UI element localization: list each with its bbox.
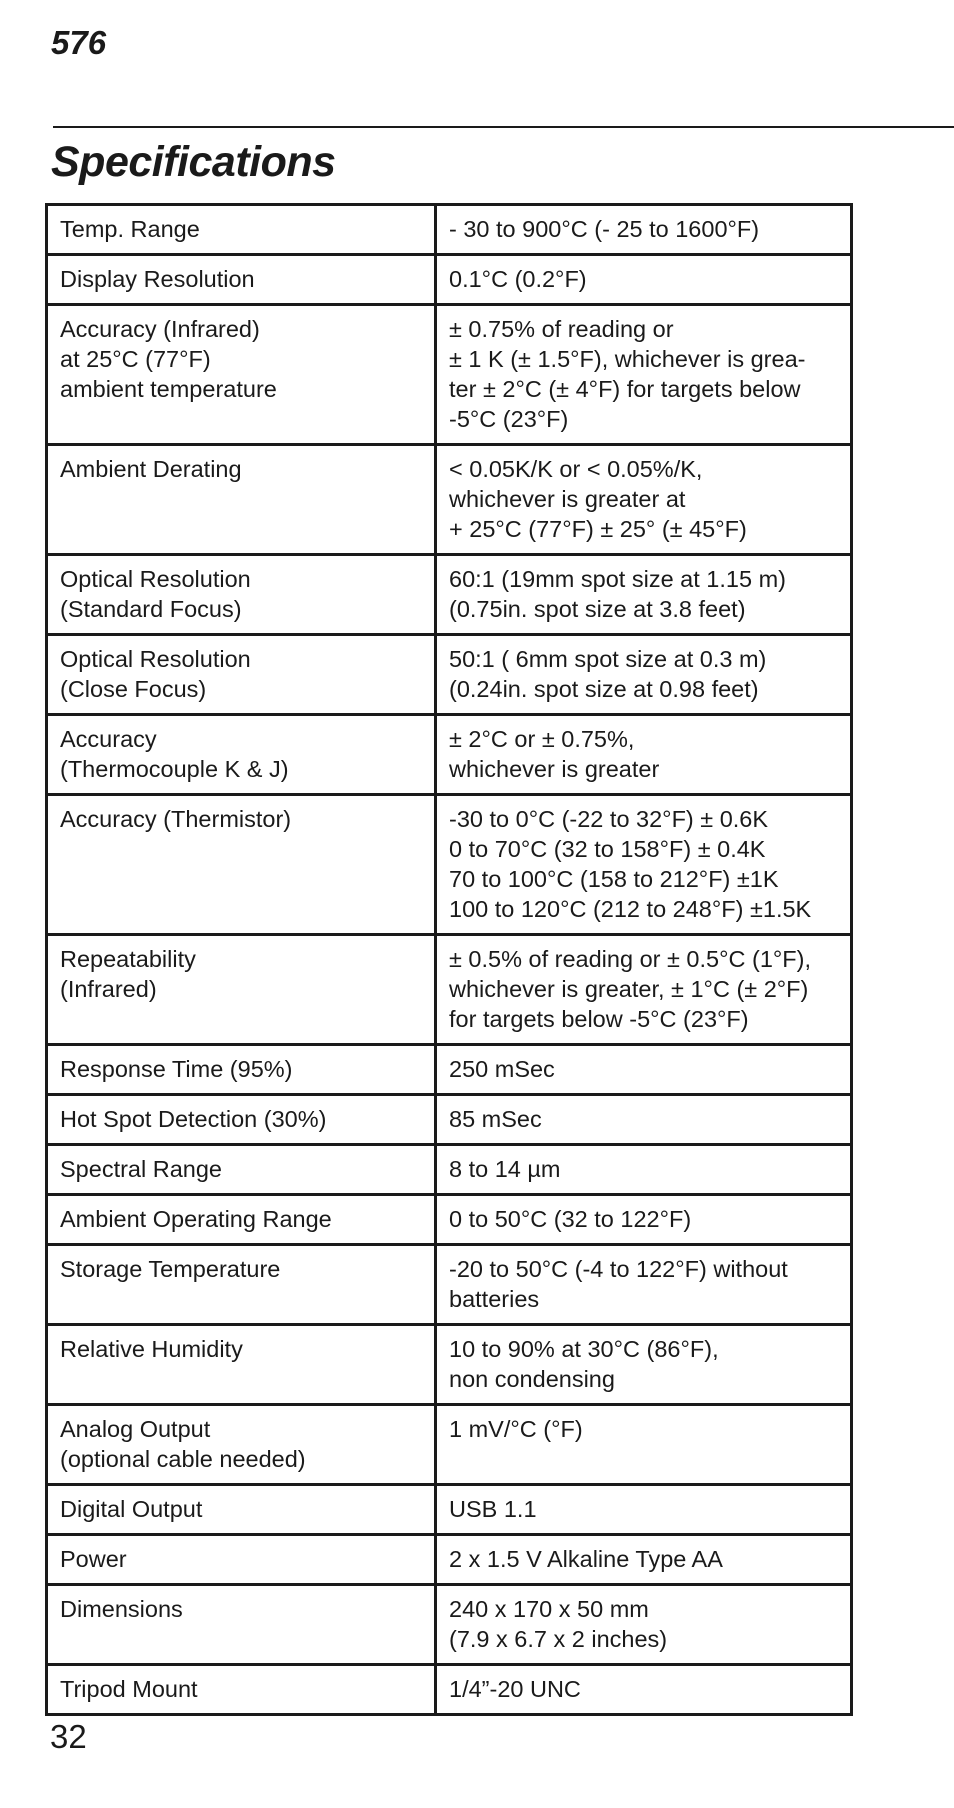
spec-label-line: at 25°C (77°F): [60, 346, 211, 372]
spec-label-cell: [47, 1535, 436, 1585]
table-row: [47, 445, 852, 555]
spec-label-line: Temp. Range: [60, 216, 200, 242]
table-row: [47, 1485, 852, 1535]
spec-value-cell: [436, 715, 852, 795]
spec-label-cell: [47, 255, 436, 305]
spec-label-line: ambient temperature: [60, 376, 277, 402]
spec-value-cell: [436, 635, 852, 715]
table-row: [47, 1535, 852, 1585]
spec-label-cell: [47, 1045, 436, 1095]
spec-value-line: 100 to 120°C (212 to 248°F) ±1.5K: [449, 896, 812, 922]
spec-value-line: ± 2°C or ± 0.75%,: [449, 726, 635, 752]
spec-value-cell: [436, 1245, 852, 1325]
spec-value-line: for targets below -5°C (23°F): [449, 1006, 749, 1032]
spec-value-line: 0.1°C (0.2°F): [449, 266, 587, 292]
table-row: [47, 205, 852, 255]
spec-label-line: (Standard Focus): [60, 596, 242, 622]
spec-label-line: Analog Output: [60, 1416, 211, 1442]
spec-label-cell: [47, 1665, 436, 1715]
spec-label-line: Spectral Range: [60, 1156, 222, 1182]
spec-label-line: (Close Focus): [60, 676, 207, 702]
model-number: 576: [51, 24, 107, 61]
spec-value-line: - 30 to 900°C (- 25 to 1600°F): [449, 216, 760, 242]
spec-label-line: Hot Spot Detection (30%): [60, 1106, 327, 1132]
spec-label-cell: [47, 715, 436, 795]
table-row: [47, 715, 852, 795]
spec-label-line: Repeatability: [60, 946, 196, 972]
spec-value-line: -30 to 0°C (-22 to 32°F) ± 0.6K: [449, 806, 769, 832]
spec-label-cell: [47, 555, 436, 635]
spec-label-cell: [47, 1145, 436, 1195]
spec-label-cell: [47, 445, 436, 555]
spec-value-line: batteries: [449, 1286, 540, 1312]
spec-label-line: Tripod Mount: [60, 1676, 198, 1702]
spec-label-line: Accuracy (Infrared): [60, 316, 260, 342]
spec-value-cell: [436, 1405, 852, 1485]
spec-value-cell: [436, 1325, 852, 1405]
spec-value-cell: [436, 1665, 852, 1715]
table-row: [47, 795, 852, 935]
spec-value-line: 1 mV/°C (°F): [449, 1416, 583, 1442]
spec-label-line: (optional cable needed): [60, 1446, 306, 1472]
table-row: [47, 1665, 852, 1715]
spec-label-line: Relative Humidity: [60, 1336, 243, 1362]
spec-label-line: Ambient Derating: [60, 456, 242, 482]
spec-label-line: Dimensions: [60, 1596, 183, 1622]
specifications-table-body: [47, 205, 852, 1715]
table-row: [47, 1585, 852, 1665]
spec-value-line: (7.9 x 6.7 x 2 inches): [449, 1626, 668, 1652]
section-title: Specifications: [51, 138, 336, 186]
spec-label-line: Response Time (95%): [60, 1056, 293, 1082]
spec-label-line: Accuracy (Thermistor): [60, 806, 292, 832]
spec-value-line: -5°C (23°F): [449, 406, 569, 432]
spec-label-cell: [47, 1405, 436, 1485]
spec-value-line: 240 x 170 x 50 mm: [449, 1596, 649, 1622]
spec-value-cell: [436, 795, 852, 935]
table-row: [47, 935, 852, 1045]
spec-value-cell: [436, 1045, 852, 1095]
spec-value-line: 50:1 ( 6mm spot size at 0.3 m): [449, 646, 767, 672]
spec-label-line: Accuracy: [60, 726, 157, 752]
spec-value-line: 250 mSec: [449, 1056, 555, 1082]
spec-value-line: + 25°C (77°F) ± 25° (± 45°F): [449, 516, 747, 542]
spec-value-line: ± 1 K (± 1.5°F), whichever is grea-: [449, 346, 806, 372]
table-row: [47, 1245, 852, 1325]
spec-value-cell: [436, 1585, 852, 1665]
spec-value-cell: [436, 1095, 852, 1145]
spec-value-line: 0 to 50°C (32 to 122°F): [449, 1206, 692, 1232]
spec-value-cell: [436, 445, 852, 555]
spec-value-line: 0 to 70°C (32 to 158°F) ± 0.4K: [449, 836, 766, 862]
spec-value-line: 10 to 90% at 30°C (86°F),: [449, 1336, 719, 1362]
spec-value-line: 2 x 1.5 V Alkaline Type AA: [449, 1546, 723, 1572]
spec-label-line: Display Resolution: [60, 266, 255, 292]
table-row: [47, 1325, 852, 1405]
table-row: [47, 305, 852, 445]
spec-value-line: ter ± 2°C (± 4°F) for targets below: [449, 376, 801, 402]
spec-value-line: ± 0.75% of reading or: [449, 316, 674, 342]
spec-value-line: 85 mSec: [449, 1106, 542, 1132]
spec-label-line: Ambient Operating Range: [60, 1206, 332, 1232]
table-row: [47, 1145, 852, 1195]
spec-label-cell: [47, 305, 436, 445]
spec-value-cell: [436, 205, 852, 255]
spec-value-cell: [436, 1195, 852, 1245]
spec-value-cell: [436, 1535, 852, 1585]
spec-value-cell: [436, 935, 852, 1045]
table-row: [47, 1095, 852, 1145]
spec-label-line: (Infrared): [60, 976, 157, 1002]
spec-value-line: < 0.05K/K or < 0.05%/K,: [449, 456, 703, 482]
spec-label-cell: [47, 205, 436, 255]
spec-value-cell: [436, 305, 852, 445]
spec-value-line: 70 to 100°C (158 to 212°F) ±1K: [449, 866, 779, 892]
spec-value-line: whichever is greater at: [449, 486, 686, 512]
table-row: [47, 555, 852, 635]
spec-label-line: Storage Temperature: [60, 1256, 281, 1282]
spec-label-cell: [47, 635, 436, 715]
spec-value-cell: [436, 555, 852, 635]
spec-value-line: USB 1.1: [449, 1496, 537, 1522]
spec-label-cell: [47, 1195, 436, 1245]
spec-label-line: Power: [60, 1546, 127, 1572]
specifications-table: [45, 203, 853, 1716]
spec-label-cell: [47, 1325, 436, 1405]
spec-value-cell: [436, 1485, 852, 1535]
spec-label-line: Optical Resolution: [60, 566, 251, 592]
table-row: [47, 1195, 852, 1245]
table-row: [47, 255, 852, 305]
spec-label-cell: [47, 1485, 436, 1535]
spec-value-line: 8 to 14 µm: [449, 1156, 561, 1182]
header-rule: [53, 126, 954, 128]
spec-label-line: Optical Resolution: [60, 646, 251, 672]
spec-label-cell: [47, 935, 436, 1045]
spec-value-line: ± 0.5% of reading or ± 0.5°C (1°F),: [449, 946, 811, 972]
page-number: 32: [50, 1718, 87, 1755]
spec-value-line: whichever is greater: [449, 756, 660, 782]
spec-value-line: non condensing: [449, 1366, 615, 1392]
spec-value-line: 1/4”-20 UNC: [449, 1676, 581, 1702]
spec-value-cell: [436, 255, 852, 305]
table-row: [47, 1405, 852, 1485]
spec-value-line: -20 to 50°C (-4 to 122°F) without: [449, 1256, 788, 1282]
spec-label-cell: [47, 1245, 436, 1325]
spec-label-cell: [47, 795, 436, 935]
spec-value-line: (0.75in. spot size at 3.8 feet): [449, 596, 746, 622]
table-row: [47, 635, 852, 715]
table-row: [47, 1045, 852, 1095]
spec-label-cell: [47, 1095, 436, 1145]
spec-value-line: whichever is greater, ± 1°C (± 2°F): [449, 976, 809, 1002]
spec-label-line: (Thermocouple K & J): [60, 756, 289, 782]
spec-label-cell: [47, 1585, 436, 1665]
spec-value-cell: [436, 1145, 852, 1195]
spec-value-line: (0.24in. spot size at 0.98 feet): [449, 676, 759, 702]
spec-value-line: 60:1 (19mm spot size at 1.15 m): [449, 566, 786, 592]
spec-label-line: Digital Output: [60, 1496, 203, 1522]
